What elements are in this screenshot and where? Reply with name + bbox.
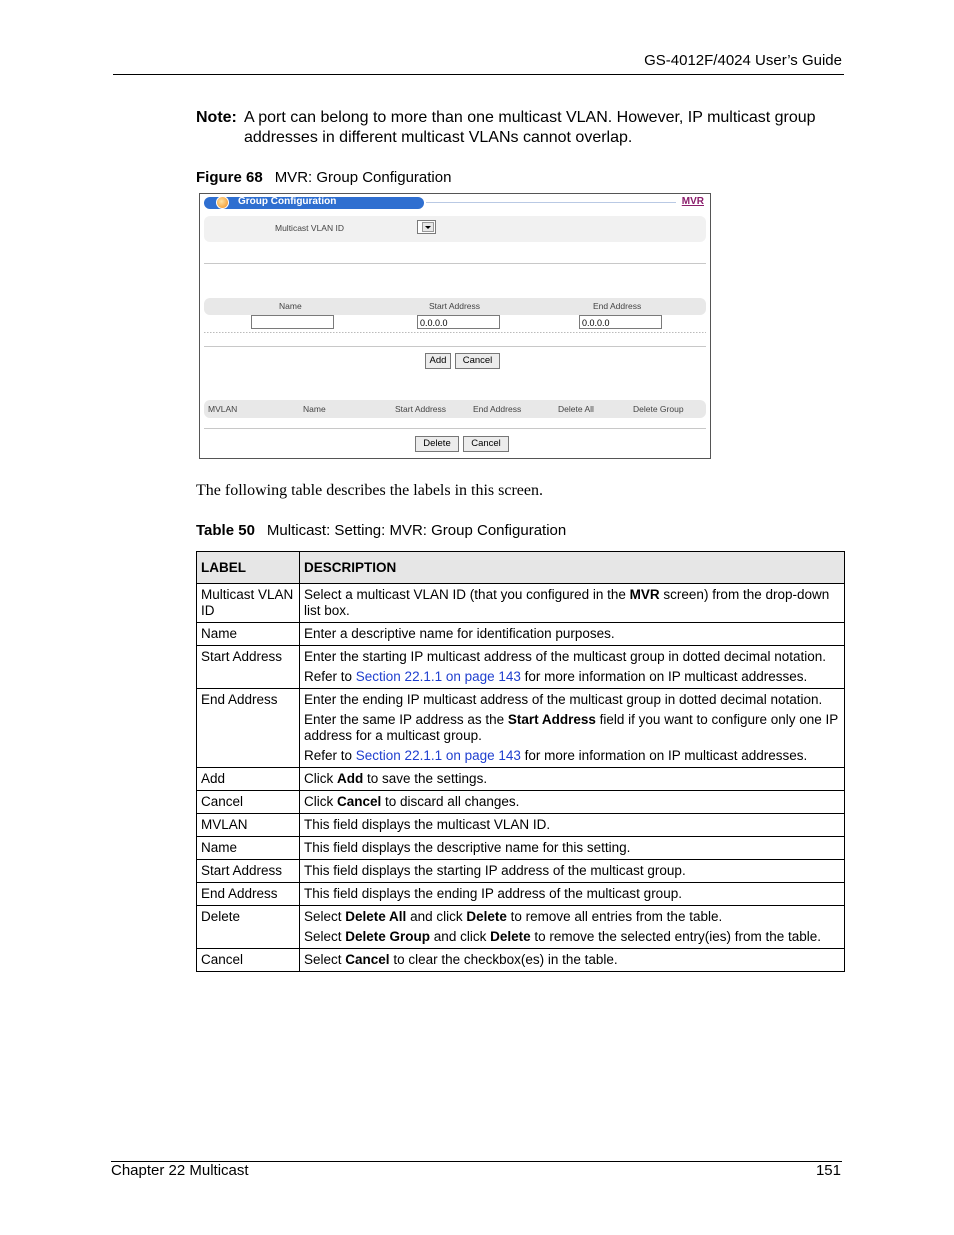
multicast-vlan-label: Multicast VLAN ID xyxy=(275,223,344,233)
table-row xyxy=(197,584,845,623)
header-rule xyxy=(113,74,844,75)
divider xyxy=(204,428,706,429)
divider xyxy=(204,346,706,347)
delete-button[interactable]: Delete xyxy=(415,436,459,452)
list-col-mvlan: MVLAN xyxy=(208,404,238,414)
table-row xyxy=(197,860,845,883)
list-col-name: Name xyxy=(303,404,326,414)
row-label: End Address xyxy=(197,689,300,768)
row-label: MVLAN xyxy=(197,814,300,837)
dotted-divider xyxy=(204,332,706,333)
table-caption xyxy=(196,522,566,539)
multicast-vlan-select[interactable] xyxy=(417,220,436,234)
list-col-delete-group: Delete Group xyxy=(633,404,684,414)
table-row xyxy=(197,949,845,972)
row-label: End Address xyxy=(197,883,300,906)
row-description: This field displays the descriptive name for this setting. xyxy=(300,837,845,860)
running-header: GS-4012F/4024 User’s Guide xyxy=(644,52,842,69)
section-link[interactable]: Section 22.1.1 on page 143 xyxy=(355,669,521,684)
table-row xyxy=(197,689,845,768)
table-row xyxy=(197,646,845,689)
table-header-row xyxy=(197,552,845,584)
table-row xyxy=(197,837,845,860)
row-description: Select a multicast VLAN ID (that you configured in the MVR screen) from the drop-down list box. xyxy=(300,584,845,623)
table-label: Table 50 xyxy=(196,522,255,539)
table-row xyxy=(197,814,845,837)
row-description: Click Cancel to discard all changes. xyxy=(300,791,845,814)
section-link[interactable]: Section 22.1.1 on page 143 xyxy=(355,748,521,763)
figure-caption xyxy=(196,169,451,186)
row-label: Multicast VLAN ID xyxy=(197,584,300,623)
table-row xyxy=(197,791,845,814)
row-label: Cancel xyxy=(197,949,300,972)
note xyxy=(196,108,836,148)
page-number: 151 xyxy=(815,1162,841,1179)
divider xyxy=(204,263,706,264)
start-address-input[interactable]: 0.0.0.0 xyxy=(417,315,500,329)
row-label: Start Address xyxy=(197,860,300,883)
list-col-start: Start Address xyxy=(395,404,447,414)
name-input[interactable] xyxy=(251,315,334,329)
row-description: This field displays the starting IP address of the multicast group. xyxy=(300,860,845,883)
note-label: Note: xyxy=(196,109,237,126)
col-name: Name xyxy=(279,301,302,311)
row-description: Select Cancel to clear the checkbox(es) in the table. xyxy=(300,949,845,972)
mvr-group-config-screenshot xyxy=(199,193,711,459)
col-start-address: Start Address xyxy=(429,301,481,311)
row-label: Name xyxy=(197,837,300,860)
footer-chapter: Chapter 22 Multicast xyxy=(111,1162,249,1179)
row-label: Delete xyxy=(197,906,300,949)
row-label: Add xyxy=(197,768,300,791)
title-line xyxy=(426,202,676,203)
table-row xyxy=(197,906,845,949)
title-orb-icon xyxy=(216,196,229,209)
table-row xyxy=(197,768,845,791)
list-col-end: End Address xyxy=(473,404,522,414)
list-col-delete-all: Delete All xyxy=(558,404,594,414)
chevron-down-icon[interactable] xyxy=(422,222,434,232)
row-label: Start Address xyxy=(197,646,300,689)
end-address-input[interactable]: 0.0.0.0 xyxy=(579,315,662,329)
table-row xyxy=(197,883,845,906)
header-description: DESCRIPTION xyxy=(300,552,845,584)
table-title: Multicast: Setting: MVR: Group Configuration xyxy=(266,522,567,539)
header-label: LABEL xyxy=(197,552,300,584)
table-row xyxy=(197,623,845,646)
row-label: Name xyxy=(197,623,300,646)
cancel-button[interactable]: Cancel xyxy=(455,353,500,369)
description-table xyxy=(196,551,845,972)
cancel-list-button[interactable]: Cancel xyxy=(463,436,509,452)
screen-title: Group Configuration xyxy=(238,196,337,207)
row-description: Click Add to save the settings. xyxy=(300,768,845,791)
row-description: Enter the ending IP multicast address of the multicast group in dotted decimal notation. Enter the same IP address as the Start Address field if you want to configure only one IP address for a multicast group. Refer to Section 22.1.1 on page 143 for more information on IP multicast addresses. xyxy=(300,689,845,768)
note-text: A port can belong to more than one multicast VLAN. However, IP multicast group addresses in different multicast VLANs cannot overlap. xyxy=(244,109,816,146)
figure-label: Figure 68 xyxy=(196,169,263,186)
row-description: This field displays the ending IP address of the multicast group. xyxy=(300,883,845,906)
screen-title-bar xyxy=(204,197,424,209)
row-description: Select Delete All and click Delete to remove all entries from the table. Select Delete Group and click Delete to remove the selected entry(ies) from the table. xyxy=(300,906,845,949)
row-description: Enter a descriptive name for identification purposes. xyxy=(300,623,845,646)
intro-text: The following table describes the labels in this screen. xyxy=(196,482,544,499)
add-button[interactable]: Add xyxy=(425,353,451,369)
row-description: This field displays the multicast VLAN ID. xyxy=(300,814,845,837)
col-end-address: End Address xyxy=(593,301,642,311)
row-description: Enter the starting IP multicast address of the multicast group in dotted decimal notation. Refer to Section 22.1.1 on page 143 for more information on IP multicast addresses. xyxy=(300,646,845,689)
row-label: Cancel xyxy=(197,791,300,814)
mvr-link[interactable]: MVR xyxy=(681,196,704,207)
list-header-row xyxy=(204,400,706,418)
figure-title: MVR: Group Configuration xyxy=(274,169,452,186)
